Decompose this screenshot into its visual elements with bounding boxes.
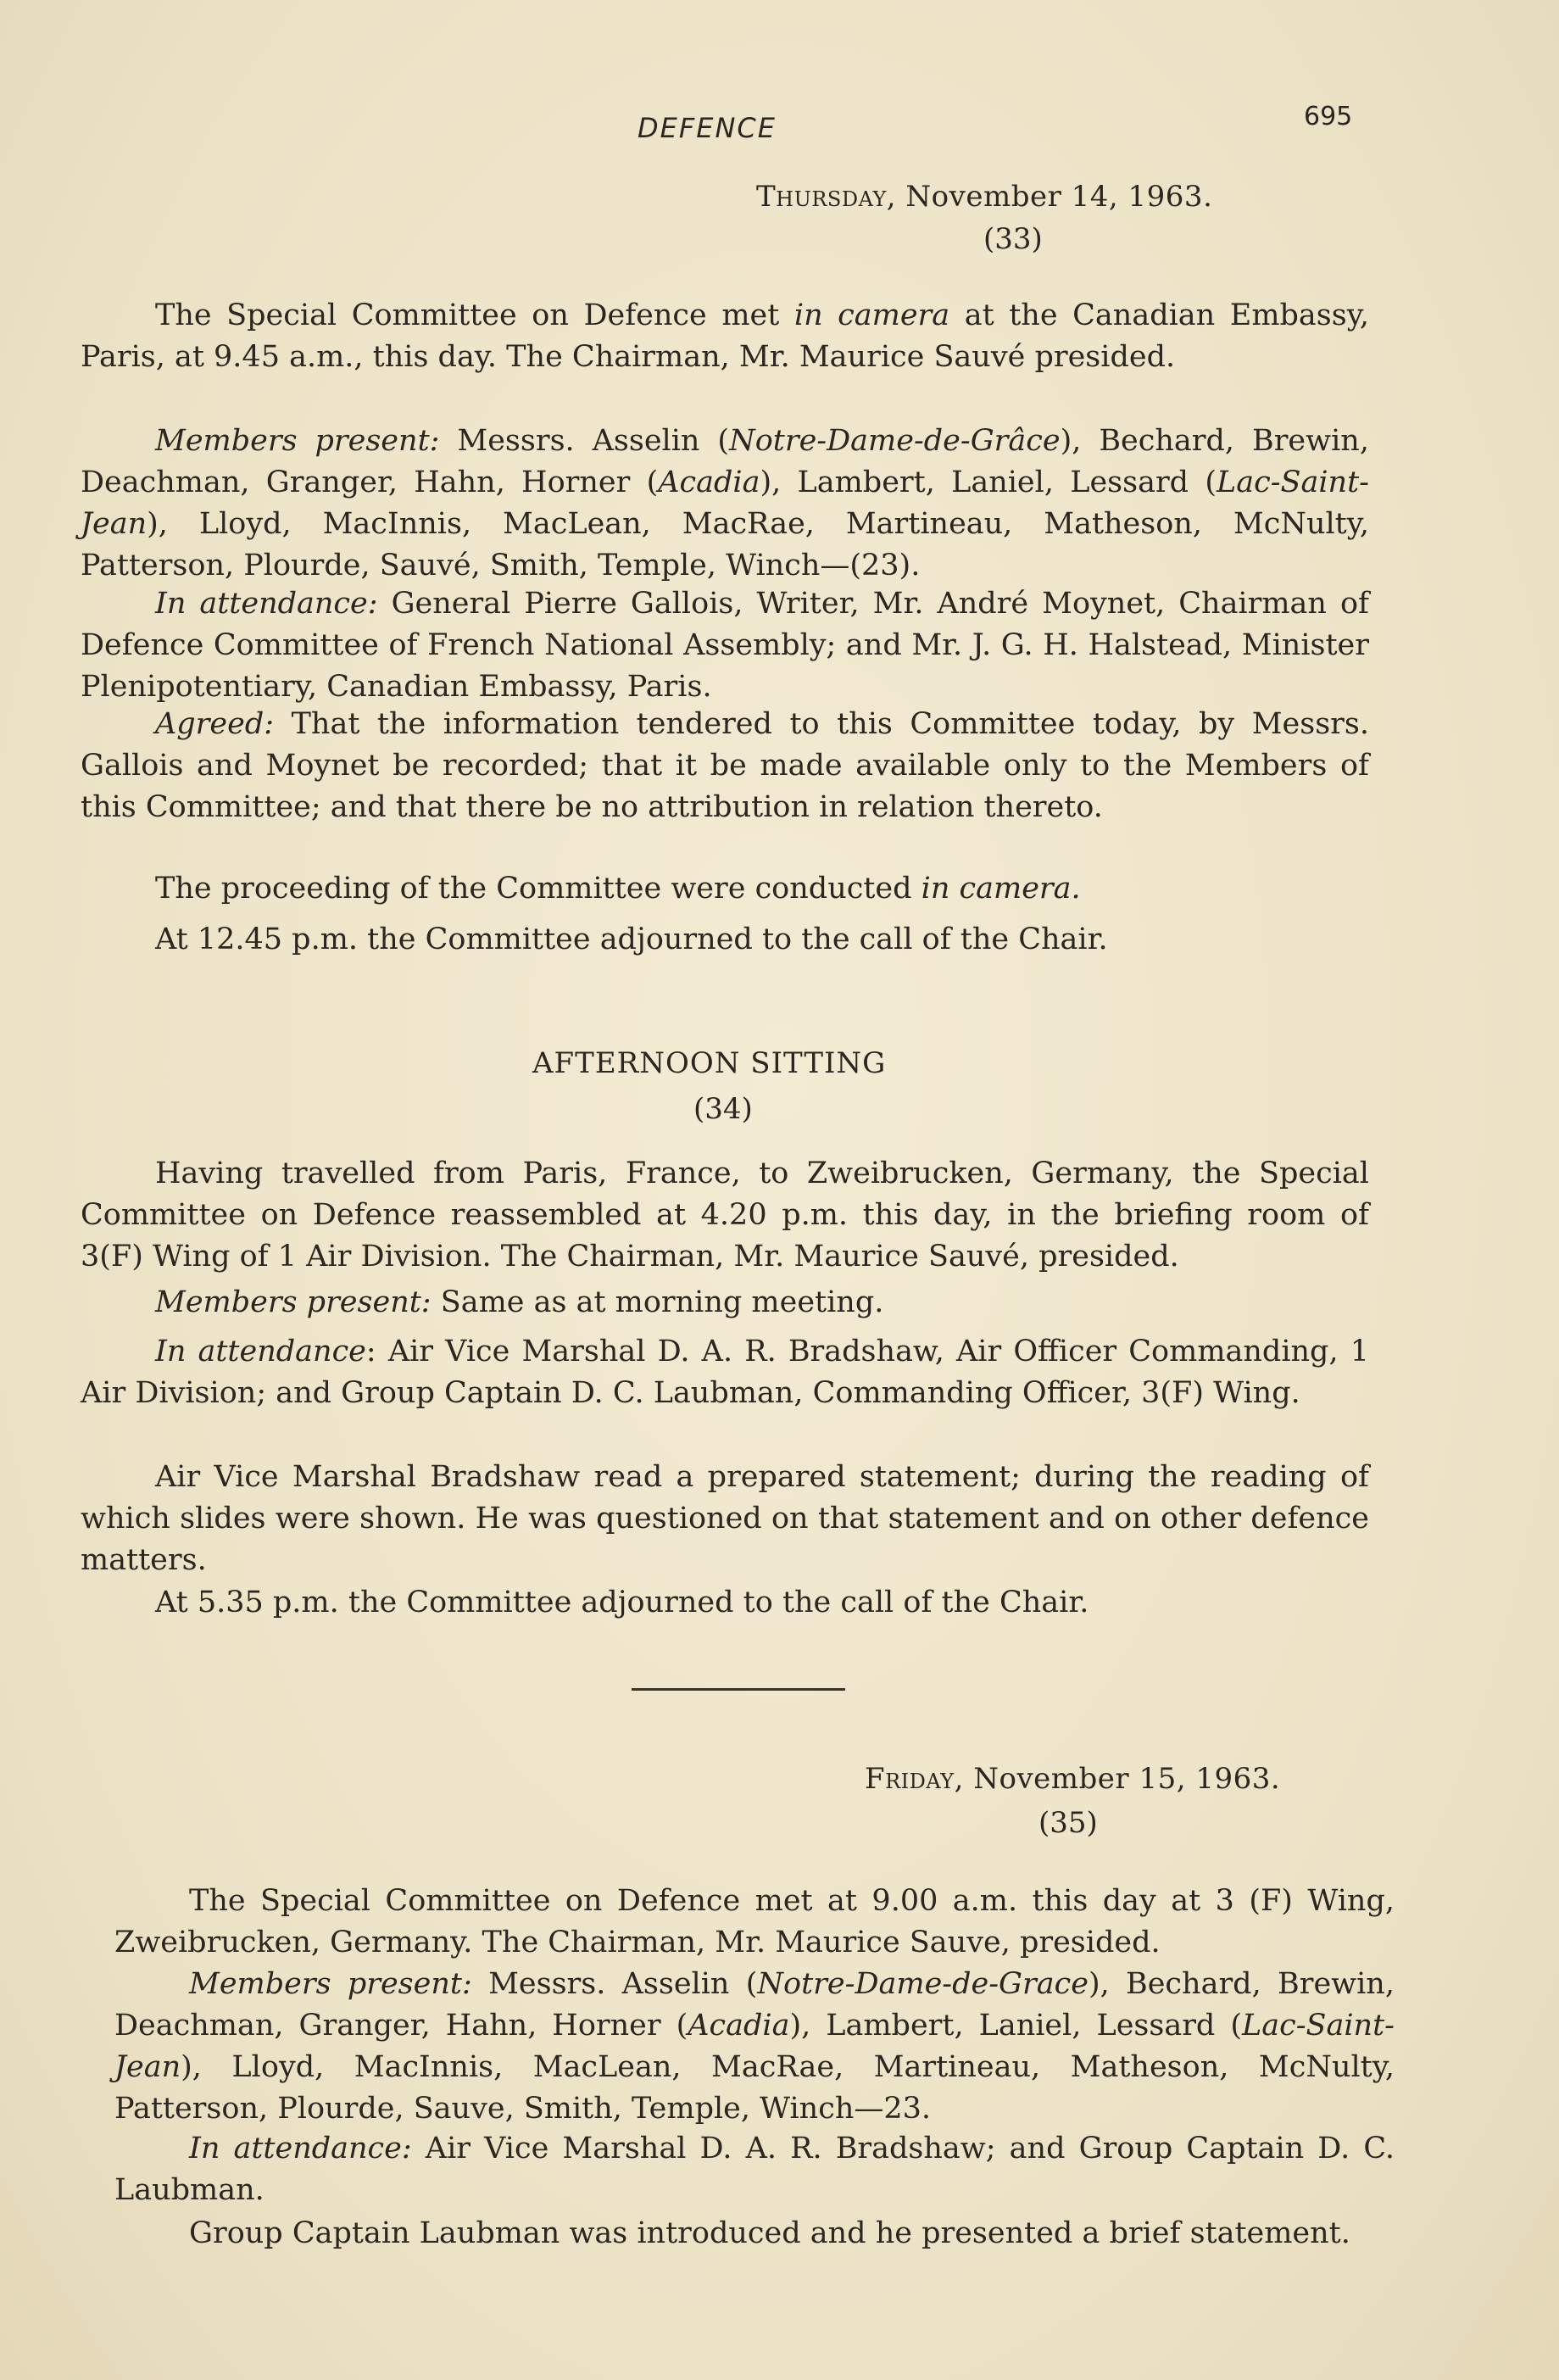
- session-34-members: Members present: Same as at morning meeting.: [155, 1285, 884, 1319]
- session-33-proceeding: The proceeding of the Committee were conducted in camera.: [155, 872, 1081, 906]
- session-33-agreed: Agreed: That the information tendered to this Committee today, by Messrs. Gallois and Moynet be recorded; that it be made available only to the Members of this Committee; and that there be no attribution in relation thereto.: [81, 707, 1369, 824]
- session-35-date: [865, 1762, 1280, 1796]
- session-33-date-text: November 14, 1963.: [905, 180, 1213, 214]
- session-35-weekday: Friday,: [865, 1762, 964, 1796]
- session-34-adjourned: At 5.35 p.m. the Committee adjourned to the call of the Chair.: [155, 1586, 1089, 1619]
- attendance-label: In attendance:: [189, 2132, 412, 2165]
- members-label: Members present:: [155, 1285, 432, 1319]
- session-35-opening: The Special Committee on Defence met at 9.00 a.m. this day at 3 (F) Wing, Zweibrucken, Germany. The Chairman, Mr. Maurice Sauve, presided.: [114, 1884, 1395, 1959]
- session-35-date-text: November 15, 1963.: [973, 1762, 1281, 1796]
- afternoon-sitting-heading: AFTERNOON SITTING: [532, 1046, 887, 1080]
- session-33-opening: The Special Committee on Defence met in camera at the Canadian Embassy, Paris, at 9.45 a.m., this day. The Chairman, Mr. Maurice Sauvé presided.: [81, 298, 1369, 374]
- session-34-attendance: In attendance: Air Vice Marshal D. A. R. Bradshaw, Air Officer Commanding, 1 Air Division; and Group Captain D. C. Laubman, Commanding Officer, 3(F) Wing.: [81, 1335, 1369, 1410]
- session-33-attendance: In attendance: General Pierre Gallois, Writer, Mr. André Moynet, Chairman of Defence Committee of French National Assembly; and Mr. J. G. H. Halstead, Minister Plenipotentiary, Canadian Embassy, Paris.: [81, 587, 1369, 704]
- session-35-number: (35): [1038, 1806, 1098, 1840]
- session-35-introduced: Group Captain Laubman was introduced and he presented a brief statement.: [189, 2216, 1350, 2250]
- running-header: DEFENCE: [638, 112, 777, 144]
- members-label: Members present:: [189, 1967, 472, 2001]
- agreed-label: Agreed:: [155, 707, 275, 741]
- page-number: 695: [1304, 102, 1353, 131]
- members-label: Members present:: [155, 424, 440, 458]
- attendance-label: In attendance:: [155, 587, 378, 621]
- session-33-adjourned: At 12.45 p.m. the Committee adjourned to the call of the Chair.: [155, 922, 1108, 956]
- session-34-opening: Having travelled from Paris, France, to Zweibrucken, Germany, the Special Committee on Defence reassembled at 4.20 p.m. this day, in the briefing room of 3(F) Wing of 1 Air Division. The Chairman, Mr. Maurice Sauvé, presided.: [81, 1157, 1369, 1274]
- session-34-statement: Air Vice Marshal Bradshaw read a prepared statement; during the reading of which slides were shown. He was questioned on that statement and on other defence matters.: [81, 1460, 1369, 1577]
- section-divider: [632, 1688, 845, 1691]
- attendance-label: In attendance: [155, 1335, 366, 1368]
- session-34-number: (34): [693, 1092, 753, 1126]
- session-35-attendance: In attendance: Air Vice Marshal D. A. R. Bradshaw; and Group Captain D. C. Laubman.: [114, 2132, 1395, 2207]
- session-33-date: [756, 180, 1212, 214]
- session-33-number: (33): [983, 222, 1043, 256]
- session-33-members: Members present: Messrs. Asselin (Notre-Dame-de-Grâce), Bechard, Brewin, Deachman, Granger, Hahn, Horner (Acadia), Lambert, Laniel, Lessard (Lac-Saint-Jean), Lloyd, MacInnis, MacLean, MacRae, Martineau, Matheson, McNulty, Patterson, Plourde, Sauvé, Smith, Temple, Winch—(23).: [81, 424, 1369, 582]
- session-33-weekday: Thursday,: [756, 180, 897, 214]
- session-35-members: Members present: Messrs. Asselin (Notre-Dame-de-Grace), Bechard, Brewin, Deachman, Granger, Hahn, Horner (Acadia), Lambert, Laniel, Lessard (Lac-Saint-Jean), Lloyd, MacInnis, MacLean, MacRae, Martineau, Matheson, McNulty, Patterson, Plourde, Sauve, Smith, Temple, Winch—23.: [114, 1967, 1395, 2126]
